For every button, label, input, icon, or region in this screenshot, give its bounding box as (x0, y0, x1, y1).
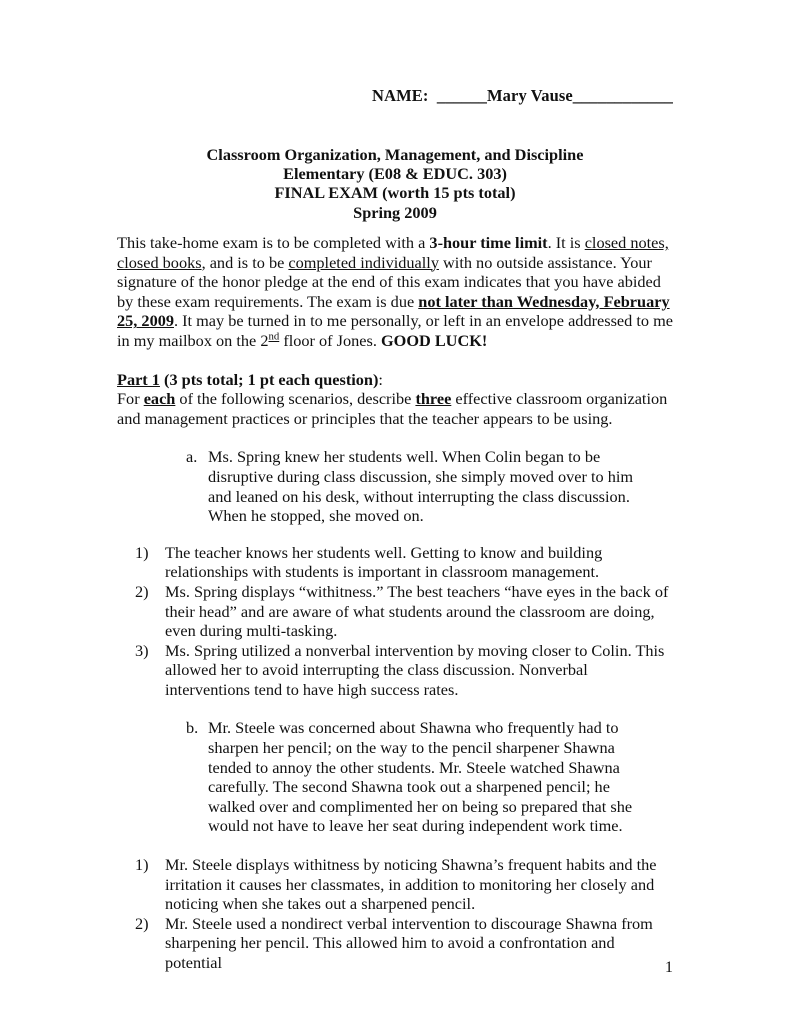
answer-text: The teacher knows her students well. Getting to know and building relationships with students is important in classroom management. (165, 542, 603, 582)
answer-marker: 3) (135, 640, 149, 660)
part1-points: (3 pts total; 1 pt each question) (159, 369, 379, 389)
ordinal-suffix: nd (268, 330, 280, 343)
spacer (117, 428, 673, 447)
scenario-marker: a. (186, 447, 198, 467)
intro-seg-1: This take-home exam is to be completed with a (117, 233, 430, 252)
part1-colon: : (378, 369, 383, 389)
intro-paragraph (117, 233, 673, 351)
answer-list-a (117, 543, 673, 700)
answer-text: Mr. Steele used a nondirect verbal intervention to discourage Shawna from sharpening her pencil. This allowed him to avoid a confrontation and potential (165, 913, 653, 972)
spacer (117, 526, 673, 543)
intro-seg-2: . It is (547, 233, 585, 252)
scenario-text: Ms. Spring knew her students well. When Colin began to be disruptive during class discussion, she simply moved over to him and leaned on his desk, without interrupting the class discussion. When he stopped, she moved on. (208, 447, 634, 526)
answer-marker: 1) (135, 855, 149, 875)
intro-seg-4: with no outside assistance. Your signature of the honor pledge at the end of this exam indicates that you have abided by these exam requirements. The exam is due (117, 252, 661, 311)
scenario-text: Mr. Steele was concerned about Shawna who frequently had to sharpen her pencil; on the way to the pencil sharpener Shawna tended to annoy the other students. Mr. Steele watched Shawna carefully. The second Shawna took out a sharpened pencil; he walked over and complimented her on being so prepared that she would not have to leave her seat during independent work time. (208, 718, 633, 836)
list-item (186, 718, 651, 836)
intro-seg-5: . It may be turned in to me personally, or left in an envelope addressed to me in my mailbox on the 2 (117, 311, 673, 350)
heading-line-course: Classroom Organization, Management, and Discipline (206, 145, 584, 164)
part1-label: Part 1 (117, 369, 160, 389)
name-field-line: NAME: ______Mary Vause____________ (372, 86, 673, 105)
page-number: 1 (664, 957, 673, 976)
answer-marker: 2) (135, 581, 149, 601)
answer-marker: 1) (135, 542, 149, 562)
list-item (135, 855, 673, 914)
answer-text: Ms. Spring displays “withitness.” The best teachers “have eyes in the back of their head” and are aware of what students around the classroom are doing, even during multi-tasking. (165, 581, 669, 641)
spacer (117, 836, 673, 855)
intro-good-luck: GOOD LUCK! (381, 330, 488, 350)
intro-seg-6: floor of Jones. (279, 330, 381, 350)
part1-instructions (117, 389, 673, 428)
scenario-marker: b. (186, 718, 199, 738)
answer-marker: 2) (135, 913, 149, 933)
instr-each: each (143, 389, 176, 409)
answer-text: Mr. Steele displays withitness by noticing Shawna’s frequent habits and the irritation it causes her classmates, in addition to monitoring her closely and noticing when she takes out a sharpened pencil. (165, 855, 657, 914)
exam-heading-block (117, 145, 673, 222)
instr-seg-3: effective classroom organization and management practices or principles that the teacher appears to be using. (117, 389, 668, 428)
heading-line-term: Spring 2009 (353, 202, 437, 222)
heading-line-exam: FINAL EXAM (worth 15 pts total) (274, 183, 516, 203)
intro-closed-notes-books: closed notes, closed books (117, 233, 669, 272)
list-item (135, 582, 673, 641)
list-item (135, 543, 673, 582)
scenario-list-a (117, 447, 673, 525)
intro-time-limit: 3-hour time limit (429, 233, 548, 252)
spacer (117, 351, 673, 370)
list-item (135, 641, 673, 700)
instr-three: three (415, 389, 452, 409)
part1-title (117, 370, 673, 390)
answer-text: Ms. Spring utilized a nonverbal intervention by moving closer to Colin. This allowed her to avoid interrupting the class discussion. Nonverbal interventions tend to have high success rates. (165, 640, 665, 699)
intro-seg-3: , and is to be (201, 252, 289, 272)
answer-list-b (117, 855, 673, 973)
spacer (117, 699, 673, 718)
intro-completed-individually: completed individually (288, 252, 439, 272)
document-body (117, 233, 673, 973)
heading-line-section: Elementary (E08 & EDUC. 303) (283, 164, 507, 184)
instr-seg-1: For (117, 389, 144, 409)
intro-due-date: not later than Wednesday, February 25, 2009 (117, 291, 670, 331)
instr-seg-2: of the following scenarios, describe (175, 389, 416, 409)
list-item (186, 447, 651, 525)
scenario-list-b (117, 718, 673, 836)
